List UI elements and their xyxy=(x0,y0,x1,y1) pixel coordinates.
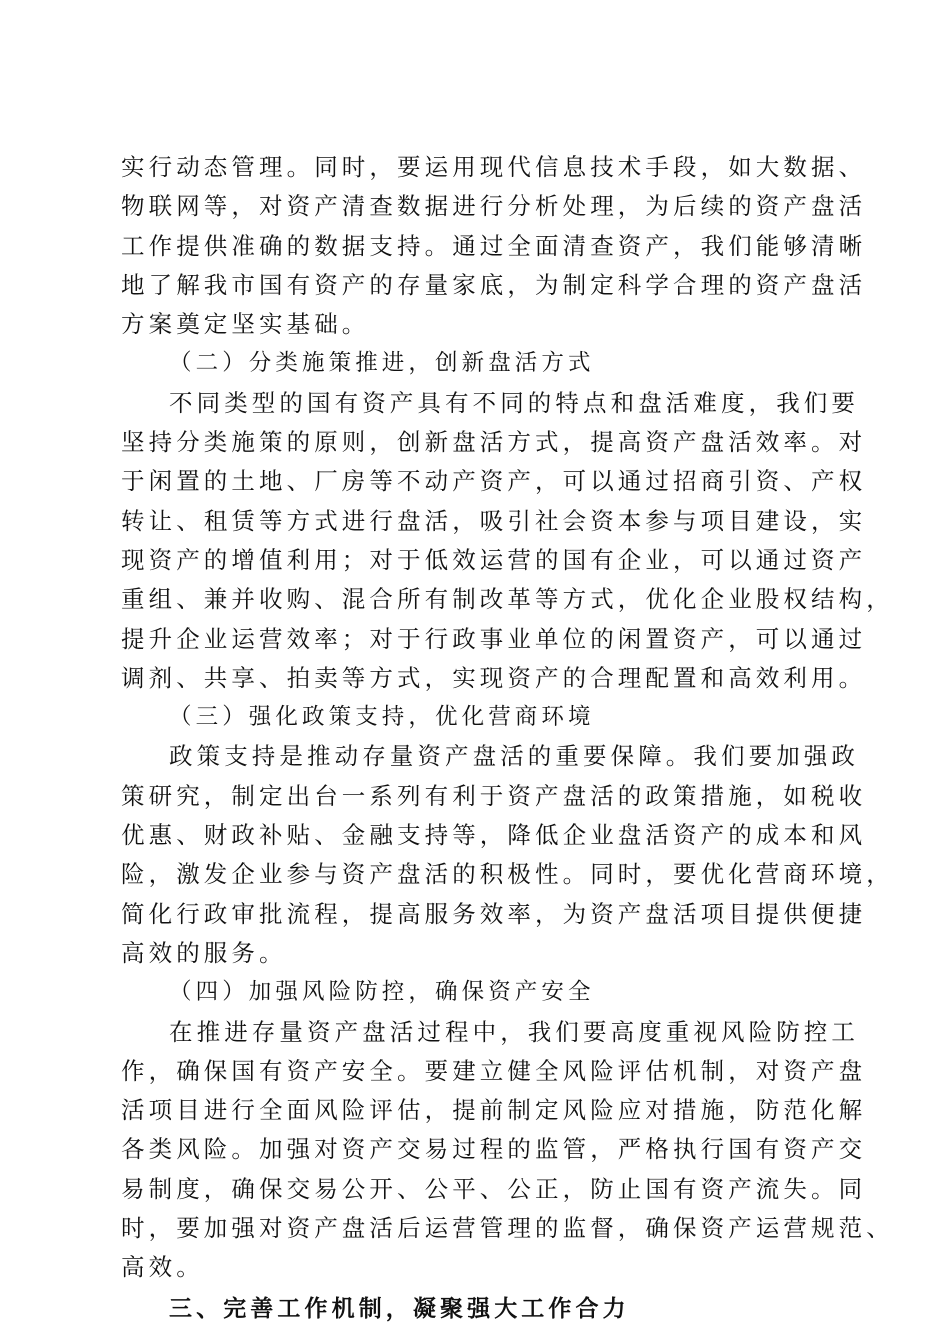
text-line: 易制度，确保交易公开、公平、公正，防止国有资产流失。同 xyxy=(121,1174,867,1203)
text-line: 调剂、共享、拍卖等方式，实现资产的合理配置和高效利用。 xyxy=(121,663,867,692)
text-line: 时，要加强对资产盘活后运营管理的监督，确保资产运营规范、 xyxy=(121,1214,894,1243)
paragraph-policy-support xyxy=(121,737,894,973)
text-line: 提升企业运营效率；对于行政事业单位的闲置资产，可以通过 xyxy=(121,624,867,653)
document-body xyxy=(121,148,894,1329)
text-line: 险，激发企业参与资产盘活的积极性。同时，要优化营商环境， xyxy=(121,860,894,889)
paragraph-risk-control xyxy=(121,1013,894,1288)
text-line: 工作提供准确的数据支持。通过全面清查资产，我们能够清晰 xyxy=(121,231,867,260)
text-line: 重组、兼并收购、混合所有制改革等方式，优化企业股权结构， xyxy=(121,585,894,614)
text-line: 各类风险。加强对资产交易过程的监管，严格执行国有资产交 xyxy=(121,1135,867,1164)
text-line: 活项目进行全面风险评估，提前制定风险应对措施，防范化解 xyxy=(121,1096,867,1125)
text-line: 政策支持是推动存量资产盘活的重要保障。我们要加强政 xyxy=(169,742,859,771)
text-line: 作，确保国有资产安全。要建立健全风险评估机制，对资产盘 xyxy=(121,1056,867,1085)
text-line: 高效。 xyxy=(121,1253,204,1282)
text-line: 地了解我市国有资产的存量家底，为制定科学合理的资产盘活 xyxy=(121,270,867,299)
text-line: 现资产的增值利用；对于低效运营的国有企业，可以通过资产 xyxy=(121,545,867,574)
text-line: 不同类型的国有资产具有不同的特点和盘活难度，我们要 xyxy=(169,388,859,417)
text-line: 坚持分类施策的原则，创新盘活方式，提高资产盘活效率。对 xyxy=(121,428,867,457)
text-line: 实行动态管理。同时，要运用现代信息技术手段，如大数据、 xyxy=(121,153,867,181)
paragraph-asset-inventory xyxy=(121,148,867,344)
text-line: 策研究，制定出台一系列有利于资产盘活的政策措施，如税收 xyxy=(121,781,867,810)
text-line: 物联网等，对资产清查数据进行分析处理，为后续的资产盘活 xyxy=(121,192,867,221)
text-line: 于闲置的土地、厂房等不动产资产，可以通过招商引资、产权 xyxy=(121,467,867,496)
text-line: 简化行政审批流程，提高服务效率，为资产盘活项目提供便捷 xyxy=(121,899,867,928)
section-heading-3: 三、完善工作机制，凝聚强大工作合力 xyxy=(169,1295,630,1322)
section-subheading-3: （三）强化政策支持，优化营商环境 xyxy=(169,704,595,731)
section-subheading-2: （二）分类施策推进，创新盘活方式 xyxy=(169,350,595,377)
text-line: 优惠、财政补贴、金融支持等，降低企业盘活资产的成本和风 xyxy=(121,821,867,850)
text-line: 高效的服务。 xyxy=(121,938,287,967)
text-line: 在推进存量资产盘活过程中，我们要高度重视风险防控工 xyxy=(169,1017,859,1046)
section-subheading-4: （四）加强风险防控，确保资产安全 xyxy=(169,979,595,1006)
paragraph-classified-measures xyxy=(121,384,894,698)
text-line: 转让、租赁等方式进行盘活，吸引社会资本参与项目建设，实 xyxy=(121,506,867,535)
text-line: 方案奠定坚实基础。 xyxy=(121,310,370,339)
